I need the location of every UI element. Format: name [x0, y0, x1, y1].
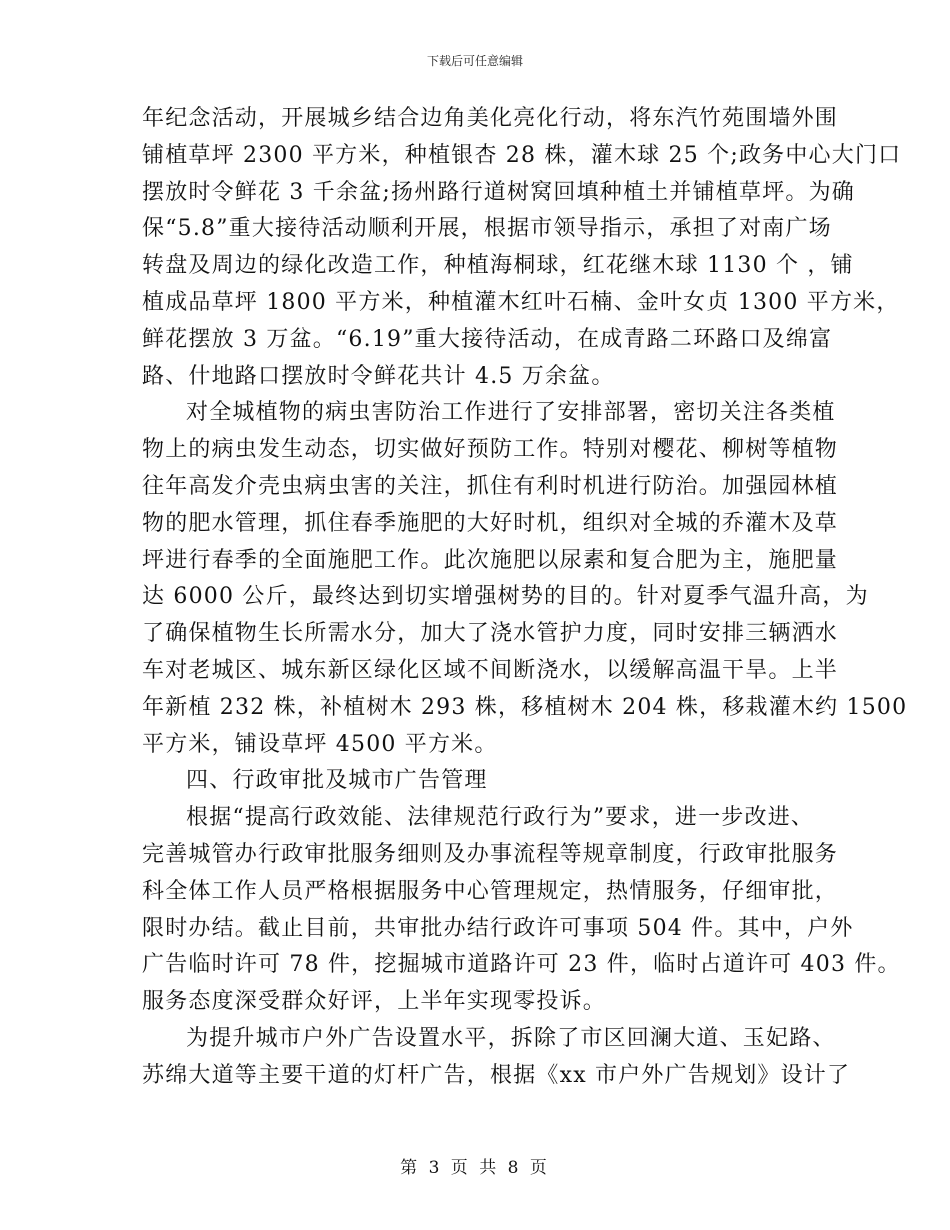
- text-line: 摆放时令鲜花 3 千余盆;扬州路行道树窝回填种植土并铺植草坪。为确: [142, 179, 855, 205]
- text-line: 物的肥水管理，抓住春季施肥的大好时机，组织对全城的乔灌木及草: [142, 510, 839, 536]
- text-line: 坪进行春季的全面施肥工作。此次施肥以尿素和复合肥为主，施肥量: [142, 547, 839, 573]
- page-header: 下载后可任意编辑: [426, 54, 523, 68]
- text-line: 植成品草坪 1800 平方米，种植灌木红叶石楠、金叶女贞 1300 平方米，: [142, 289, 900, 315]
- text-line: 路、什地路口摆放时令鲜花共计 4.5 万余盆。: [142, 363, 615, 389]
- text-line: 铺植草坪 2300 平方米，种植银杏 28 株，灌木球 25 个;政务中心大门口: [142, 142, 902, 168]
- paragraph-start-line: 对全城植物的病虫害防治工作进行了安排部署，密切关注各类植: [186, 400, 836, 426]
- paragraph-start-line: 根据“提高行政效能、法律规范行政行为”要求，进一步改进、: [186, 805, 815, 831]
- text-line: 物上的病虫发生动态，切实做好预防工作。特别对樱花、柳树等植物: [142, 437, 839, 463]
- text-line: 达 6000 公斤，最终达到切实增强树势的目的。针对夏季气温升高，为: [142, 584, 869, 610]
- text-line: 保“5.8”重大接待活动顺利开展，根据市领导指示，承担了对南广场: [142, 216, 832, 242]
- paragraph-start-line: 为提升城市户外广告设置水平，拆除了市区回澜大道、玉妃路、: [186, 1025, 836, 1051]
- text-line: 了确保植物生长所需水分，加大了浇水管护力度，同时安排三辆洒水: [142, 621, 839, 647]
- text-line: 平方米，铺设草坪 4500 平方米。: [142, 731, 498, 757]
- text-line: 车对老城区、城东新区绿化区域不间断浇水，以缓解高温干旱。上半: [142, 657, 839, 683]
- text-line: 年纪念活动，开展城乡结合边角美化亮化行动，将东汽竹苑围墙外围: [142, 106, 839, 131]
- text-line: 转盘及周边的绿化改造工作，种植海桐球，红花继木球 1130 个 ，铺: [142, 253, 854, 279]
- text-line: 限时办结。截止目前，共审批办结行政许可事项 504 件。其中，户外: [142, 915, 854, 941]
- text-line: 往年高发介壳虫病虫害的关注，抓住有利时机进行防治。加强园林植: [142, 473, 839, 499]
- page-number-footer: 第 3 页 共 8 页: [400, 1158, 550, 1178]
- text-line: 科全体工作人员严格根据服务中心管理规定，热情服务，仔细审批，: [142, 878, 839, 904]
- text-line: 服务态度深受群众好评，上半年实现零投诉。: [142, 989, 607, 1015]
- text-line: 广告临时许可 78 件，挖掘城市道路许可 23 件，临时占道许可 403 件。: [142, 952, 901, 978]
- text-line: 完善城管办行政审批服务细则及办事流程等规章制度，行政审批服务: [142, 841, 839, 867]
- text-line: 苏绵大道等主要干道的灯杆广告，根据《xx 市户外广告规划》设计了: [142, 1062, 851, 1088]
- text-line: 年新植 232 株，补植树木 293 株，移植树木 204 株，移栽灌木约 1500: [142, 694, 908, 720]
- text-line: 鲜花摆放 3 万盆。“6.19”重大接待活动，在成青路二环路口及绵富: [142, 326, 833, 352]
- section-heading: 四、行政审批及城市广告管理: [186, 768, 488, 794]
- body-text: [142, 101, 908, 1095]
